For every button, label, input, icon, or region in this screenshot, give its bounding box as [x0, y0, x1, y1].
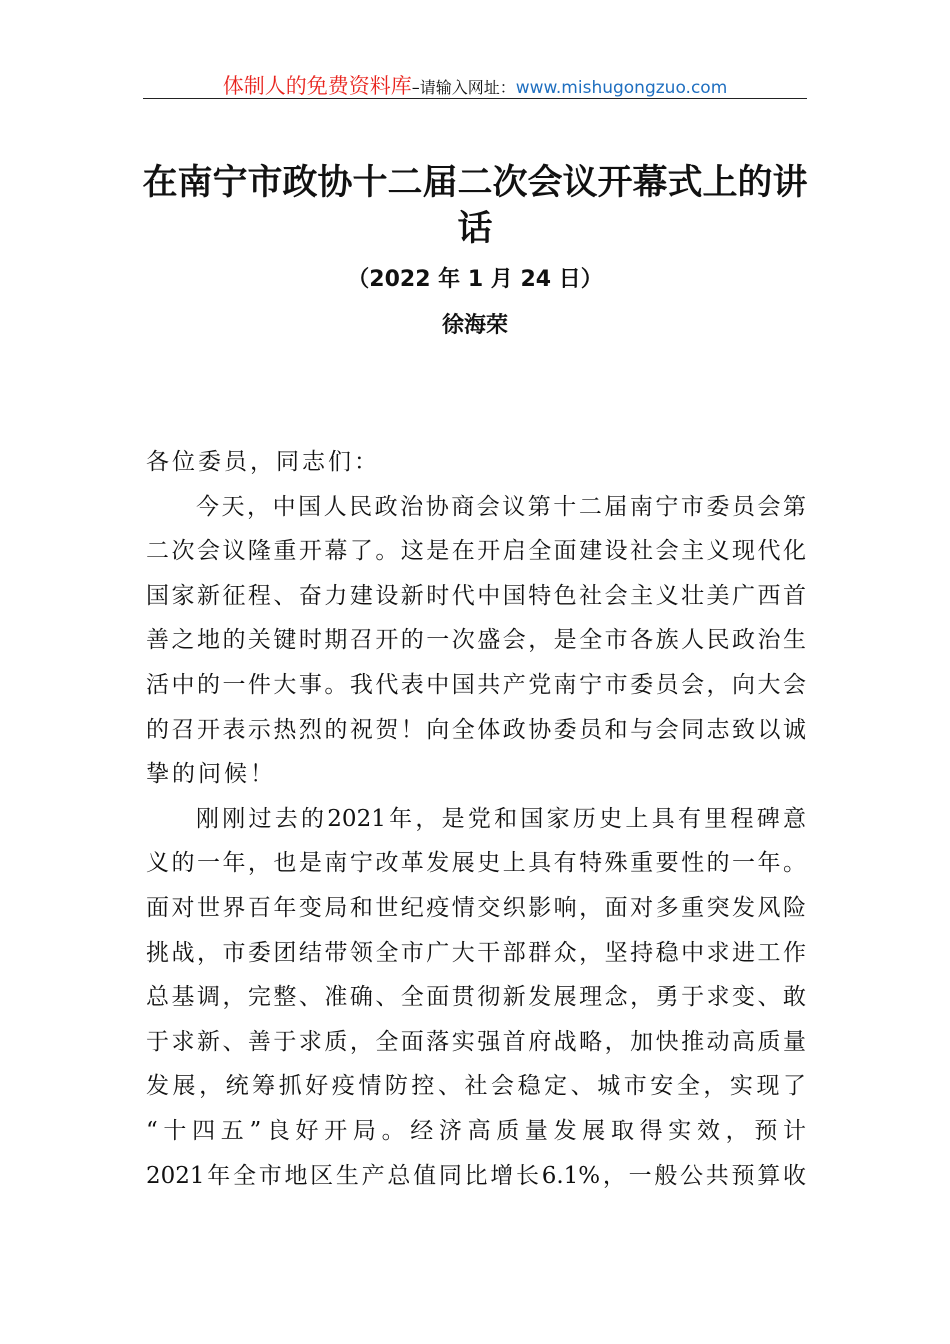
body-line: 发展，统筹抓好疫情防控、社会稳定、城市安全，实现了	[146, 1073, 806, 1100]
body-line: 于求新、善于求质，全面落实强首府战略，加快推动高质量	[146, 1028, 806, 1055]
body-line: 的召开表示热烈的祝贺！向全体政协委员和与会同志致以诚	[146, 716, 806, 743]
body-line: 面对世界百年变局和世纪疫情交织影响，面对多重突发风险	[146, 894, 806, 921]
document-date: （2022 年 1 月 24 日）	[347, 267, 603, 292]
body-line: 今天，中国人民政治协商会议第十二届南宁市委员会第	[196, 493, 806, 520]
body-line: 善之地的关键时期召开的一次盛会，是全市各族人民政治生	[146, 627, 806, 654]
body-line: 2021年全市地区生产总值同比增长6.1%，一般公共预算收	[146, 1162, 806, 1189]
body-line: 活中的一件大事。我代表中国共产党南宁市委员会，向大会	[146, 671, 806, 698]
document-body	[146, 440, 806, 1198]
body-line: 刚刚过去的2021年，是党和国家历史上具有里程碑意	[196, 805, 806, 832]
body-line: 总基调，完整、准确、全面贯彻新发展理念，勇于求变、敢	[146, 984, 806, 1011]
greeting: 各位委员，同志们：	[146, 449, 380, 475]
body-line: “十四五”良好开局。经济高质量发展取得实效，预计	[146, 1117, 806, 1144]
site-name: 体制人的免费资料库	[222, 74, 412, 98]
body-line: 挚的问候！	[146, 761, 276, 788]
page-header	[143, 70, 807, 100]
url-prompt: –请输入网址：	[411, 78, 516, 97]
body-line: 挑战，市委团结带领全市广大干部群众，坚持稳中求进工作	[146, 939, 806, 966]
body-line: 二次会议隆重开幕了。这是在开启全面建设社会主义现代化	[146, 538, 806, 565]
site-url-link[interactable]: www.mishugongzuo.com	[515, 78, 728, 98]
document-title: 在南宁市政协十二届二次会议开幕式上的讲话	[142, 162, 808, 249]
body-line: 义的一年，也是南宁改革发展史上具有特殊重要性的一年。	[146, 850, 806, 877]
body-line: 国家新征程、奋力建设新时代中国特色社会主义壮美广西首	[146, 582, 806, 609]
header-divider	[143, 98, 807, 99]
document-author: 徐海荣	[441, 312, 508, 338]
